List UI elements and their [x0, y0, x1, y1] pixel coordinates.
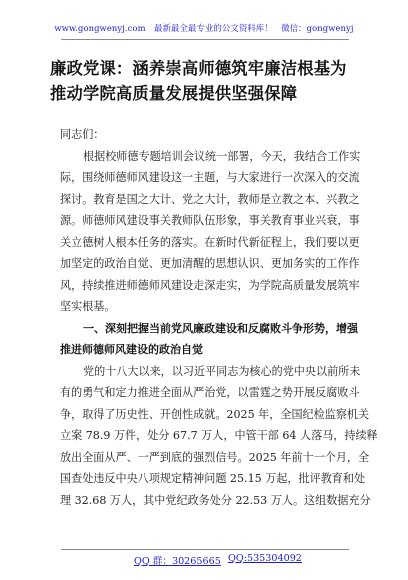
title-line-2: 推动学院高质量发展提供坚强保障 — [50, 84, 298, 103]
paragraph-line: 关立德树人根本任务的落实。在新时代新征程上，我们要以更 — [60, 235, 360, 249]
footer-banner — [0, 553, 408, 569]
paragraph-line: 有的勇气和定力推进全面从严治党，以雷霆之势开展反腐败斗 — [60, 386, 360, 399]
paragraph-line: 国查处违反中央八项规定精神问题 25.15 万起，批评教育和处 — [60, 472, 366, 485]
paragraph-line: 立案 78.9 万件，处分 67.7 万人，中管干部 64 人落马，持续释 — [60, 429, 378, 442]
salutation: 同志们： — [60, 128, 105, 141]
qq-group-link[interactable]: QQ 群：30265665 — [134, 556, 221, 567]
section-heading-line-1: 一、深刻把握当前党风廉政建设和反腐败斗争形势，增强 — [83, 321, 358, 335]
footer-divider — [61, 549, 349, 550]
header-divider — [61, 39, 349, 40]
title-line-1: 廉政党课：涵养崇高师德筑牢廉洁根基为 — [50, 59, 347, 78]
paragraph-line: 根据校师德专题培训会议统一部署，今天，我结合工作实 — [83, 149, 361, 163]
header-banner[interactable]: www.gongwenyj.com 最新最全最专业的公文资料库！ 微信：gongwenyj — [54, 23, 354, 33]
document-title — [50, 56, 364, 106]
document-body — [60, 124, 378, 511]
paragraph-line: 坚实根基。 — [60, 300, 116, 313]
paragraph-line: 理 32.68 万人，其中党纪政务处分 22.53 万人。这组数据充分 — [60, 493, 371, 507]
paragraph-line: 党的十八大以来，以习近平同志为核心的党中央以前所未 — [83, 364, 361, 378]
paragraph-line: 源。师德师风建设事关教师队伍形象，事关教育事业兴衰，事 — [60, 214, 360, 227]
paragraph-line: 争，取得了历史性、开创性成就。2025 年，全国纪检监察机关 — [60, 407, 370, 421]
paragraph-line: 放出全面从严、一严到底的强烈信号。2025 年前十一个月，全 — [60, 450, 370, 464]
paragraph-line: 加坚定的政治自觉、更加清醒的思想认识、更加务实的工作作 — [60, 257, 360, 270]
paragraph-line: 风，持续推进师德师风建设走深走实，为学院高质量发展筑牢 — [60, 278, 360, 292]
paragraph-line: 际，围绕师德师风建设这一主题，与大家进行一次深入的交流 — [60, 171, 360, 184]
section-heading-line-2: 推进师德师风建设的政治自觉 — [60, 343, 203, 356]
paragraph-line: 探讨。教育是国之大计、党之大计，教师是立教之本、兴教之 — [60, 192, 360, 206]
qq-contact-link[interactable]: QQ:535304092 — [228, 553, 302, 564]
